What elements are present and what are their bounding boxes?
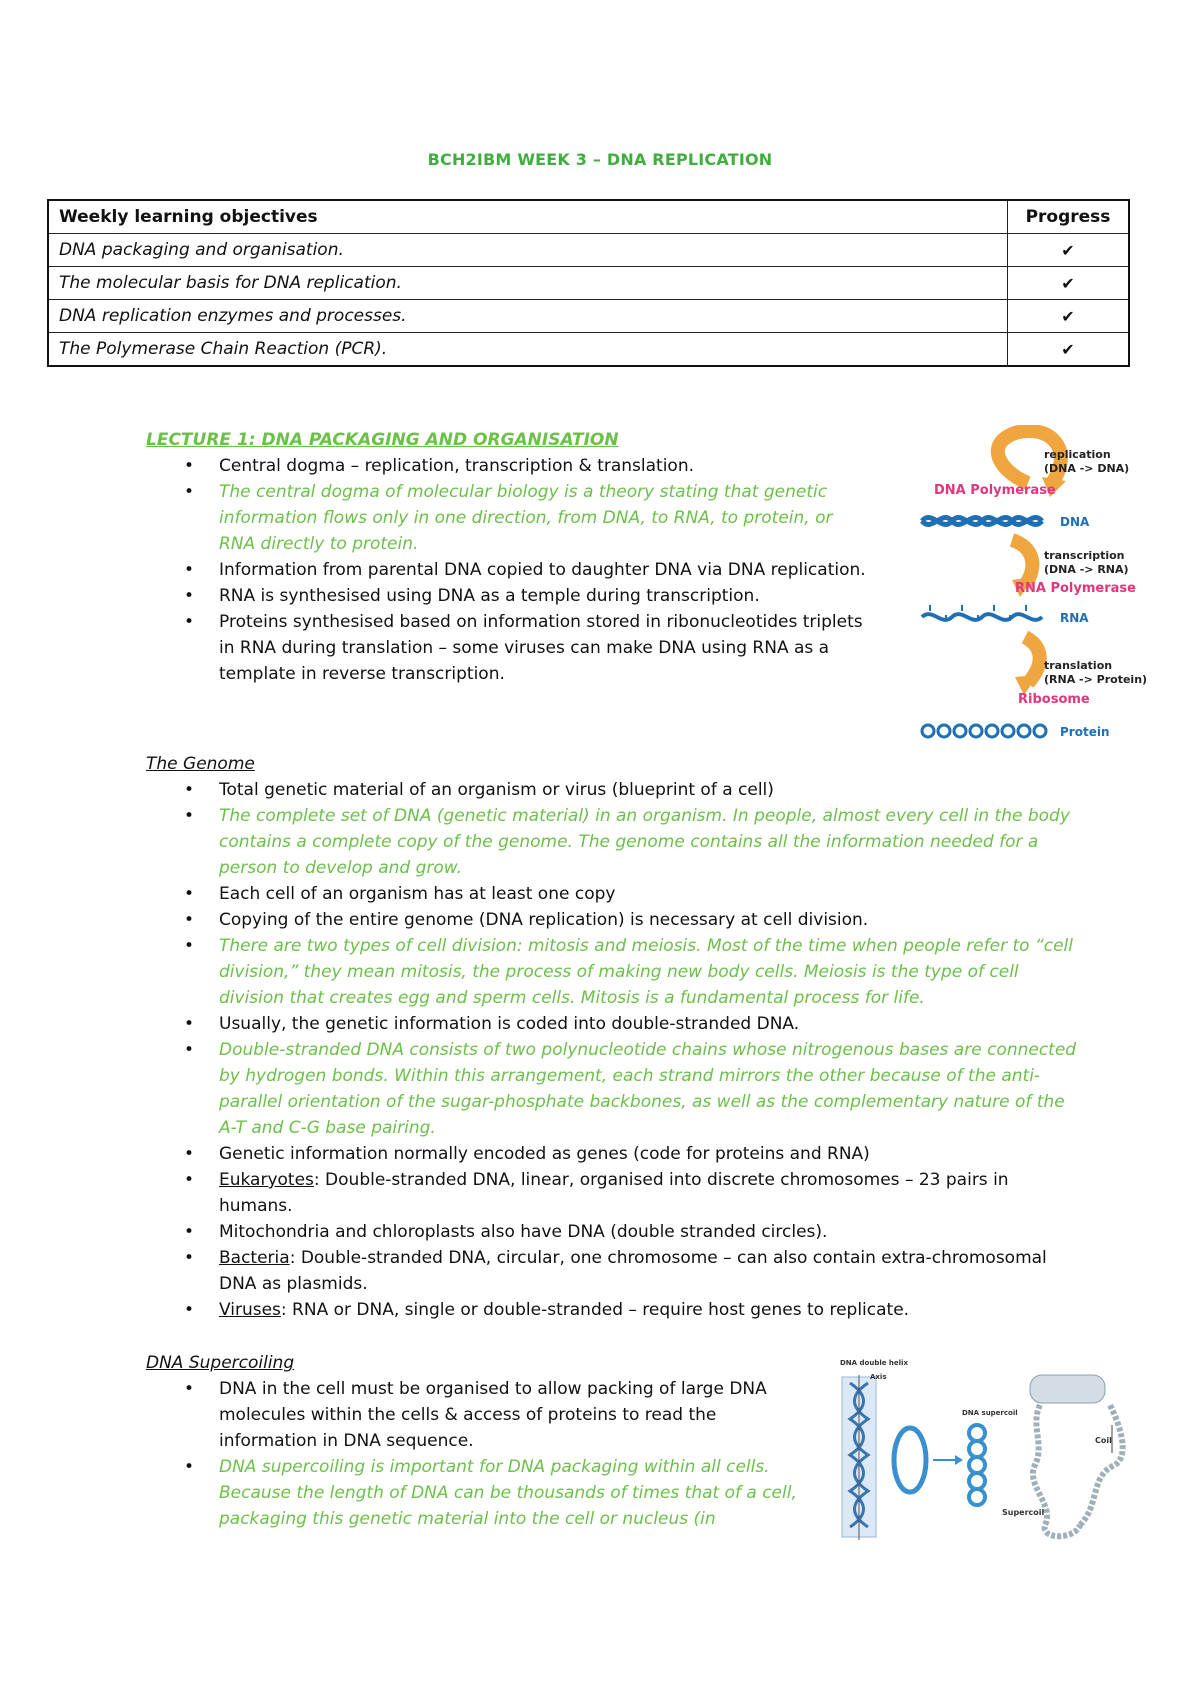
bacteria-text: : Double-stranded DNA, circular, one chromosome – can also contain extra-chromosomal DNA as plasmids. — [219, 1248, 1047, 1294]
table-row — [48, 333, 1129, 367]
bacteria-term: Bacteria — [219, 1248, 290, 1268]
objective-cell: The Polymerase Chain Reaction (PCR). — [48, 333, 1008, 367]
list-item: • Information from parental DNA copied to daughter DNA via DNA replication. — [146, 557, 866, 583]
axis-label: Axis — [870, 1373, 887, 1381]
replication-label: replication — [1044, 448, 1111, 461]
rna-label: RNA — [1060, 611, 1089, 625]
objective-cell: The molecular basis for DNA replication. — [48, 267, 1008, 300]
list-item: • DNA supercoiling is important for DNA packaging within all cells. Because the length of DNA can be thousands of times that of a cell, packaging this genetic material into the cell or nucleus (in — [146, 1454, 816, 1532]
lecture1-list — [146, 453, 866, 687]
rna-strand-icon — [922, 614, 1042, 620]
supercoil-label: Supercoil — [1002, 1508, 1045, 1517]
supercoiling-heading: DNA Supercoiling — [146, 1353, 295, 1373]
ribosome-label: Ribosome — [1018, 692, 1090, 707]
coil-label: Coil — [1095, 1436, 1112, 1445]
viruses-text: : RNA or DNA, single or double-stranded – require host genes to replicate. — [280, 1300, 910, 1320]
list-item: • Proteins synthesised based on information stored in ribonucleotides triplets in RNA during translation – some viruses can make DNA using RNA as a template in reverse transcription. — [146, 609, 866, 687]
list-item: • Each cell of an organism has at least one copy — [146, 881, 1086, 907]
objective-cell: DNA replication enzymes and processes. — [48, 300, 1008, 333]
lecture1-section — [146, 427, 866, 687]
supercoil-figure — [830, 1355, 1150, 1560]
table-row — [48, 234, 1129, 267]
list-item: • The central dogma of molecular biology is a theory stating that genetic information flows only in one direction, from DNA, to RNA, to protein, or RNA directly to protein. — [146, 479, 866, 557]
list-item: • RNA is synthesised using DNA as a temple during transcription. — [146, 583, 866, 609]
replication-sub-label: (DNA -> DNA) — [1044, 462, 1130, 475]
list-item — [146, 1245, 1086, 1297]
check-icon: ✔ — [1008, 267, 1130, 300]
dna-supercoil-label: DNA supercoil — [962, 1409, 1018, 1417]
dna-polymerase-label: DNA Polymerase — [934, 483, 1056, 498]
list-item — [146, 1297, 1086, 1323]
table-header-row — [48, 200, 1129, 234]
list-item — [146, 1167, 1086, 1219]
transcription-label: transcription — [1044, 549, 1125, 562]
list-item: • Genetic information normally encoded as genes (code for proteins and RNA) — [146, 1141, 1086, 1167]
rna-polymerase-label: RNA Polymerase — [1015, 581, 1136, 596]
transcription-sub-label: (DNA -> RNA) — [1044, 563, 1129, 576]
protein-label: Protein — [1060, 725, 1110, 739]
objective-cell: DNA packaging and organisation. — [48, 234, 1008, 267]
phone-handset-icon — [1030, 1375, 1105, 1403]
protein-chain-icon — [922, 725, 1046, 737]
list-item: • Usually, the genetic information is coded into double-stranded DNA. — [146, 1011, 1086, 1037]
translation-label: translation — [1044, 659, 1113, 672]
supercoiling-list — [146, 1376, 816, 1532]
objectives-table — [47, 199, 1130, 367]
progress-column-header: Progress — [1008, 200, 1130, 234]
list-item: • Total genetic material of an organism or virus (blueprint of a cell) — [146, 777, 1086, 803]
genome-list — [146, 777, 1086, 1323]
list-item: • There are two types of cell division: mitosis and meiosis. Most of the time when people refer to “cell division,” they mean mitosis, the process of making new body cells. Meiosis is the type of cell division that creates egg and sperm cells. Mitosis is a fundamental process for life. — [146, 933, 1086, 1011]
page-title: BCH2IBM WEEK 3 – DNA REPLICATION — [427, 150, 773, 169]
check-icon: ✔ — [1008, 300, 1130, 333]
list-item: • Double-stranded DNA consists of two polynucleotide chains whose nitrogenous bases are connected by hydrogen bonds. Within this arrangement, each strand mirrors the other because of the anti-parallel orientation of the sugar-phosphate backbones, as well as the complementary nature of the A-T and C-G base pairing. — [146, 1037, 1086, 1141]
objective-column-header: Weekly learning objectives — [48, 200, 1008, 234]
eukaryotes-text: : Double-stranded DNA, linear, organised into discrete chromosomes – 23 pairs in humans. — [219, 1170, 1009, 1216]
central-dogma-figure — [910, 425, 1150, 745]
dna-label: DNA — [1060, 515, 1090, 529]
list-item: • Mitochondria and chloroplasts also have DNA (double stranded circles). — [146, 1219, 1086, 1245]
check-icon: ✔ — [1008, 234, 1130, 267]
genome-heading: The Genome — [146, 754, 255, 774]
genome-section — [146, 751, 1086, 1323]
list-item: • Central dogma – replication, transcription & translation. — [146, 453, 866, 479]
helix-label: DNA double helix — [840, 1359, 908, 1367]
check-icon: ✔ — [1008, 333, 1130, 367]
lecture1-heading: LECTURE 1: DNA PACKAGING AND ORGANISATION — [146, 430, 619, 450]
list-item: • The complete set of DNA (genetic material) in an organism. In people, almost every cell in the body contains a complete copy of the genome. The genome contains all the information needed for a person to develop and grow. — [146, 803, 1086, 881]
table-row — [48, 267, 1129, 300]
eukaryotes-term: Eukaryotes — [219, 1170, 314, 1190]
supercoiling-section — [146, 1350, 816, 1532]
list-item: • Copying of the entire genome (DNA replication) is necessary at cell division. — [146, 907, 1086, 933]
viruses-term: Viruses — [219, 1300, 281, 1320]
list-item: • DNA in the cell must be organised to allow packing of large DNA molecules within the cells & access of proteins to read the information in DNA sequence. — [146, 1376, 816, 1454]
table-row — [48, 300, 1129, 333]
translation-sub-label: (RNA -> Protein) — [1044, 673, 1148, 686]
